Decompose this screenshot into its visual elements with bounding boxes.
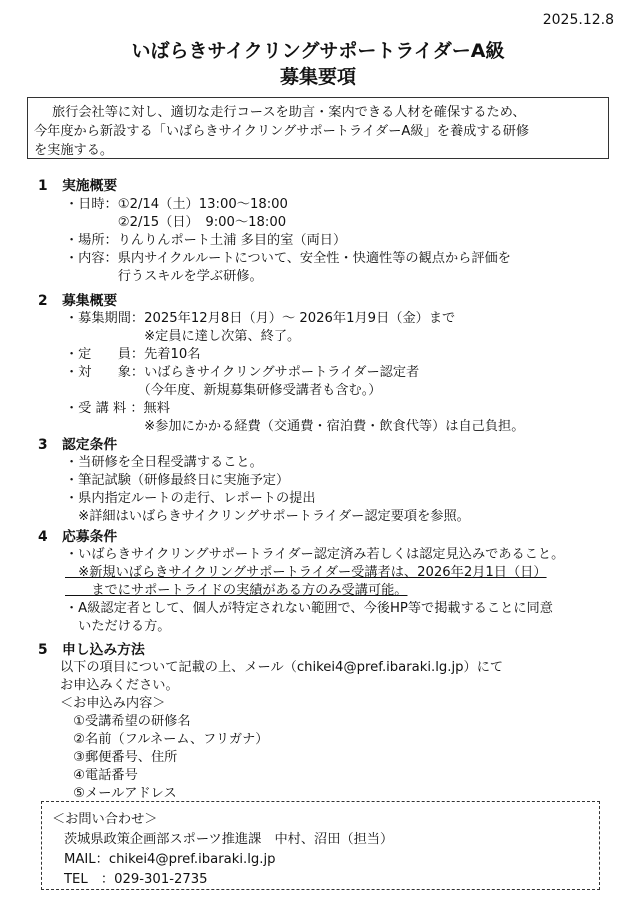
section-line: ・県内指定ルートの走行、レポートの提出 [65, 491, 316, 506]
section-number: 2 [38, 293, 48, 309]
section-line: ・対 象：いばらきサイクリングサポートライダー認定者 [65, 365, 420, 380]
section-line: ・当研修を全日程受講すること。 [65, 455, 263, 470]
intro-line: 今年度から新設する「いばらきサイクリングサポートライダーA級」を養成する研修 [34, 124, 530, 139]
section-line-underlined: ※新規いばらきサイクリングサポートライダー受講者は、2026年2月1日（日） [65, 565, 547, 580]
section-line: ・募集期間：2025年12月8日（月）～ 2026年1月9日（金）まで [65, 311, 456, 326]
contact-heading: ＜お問い合わせ＞ [52, 812, 158, 827]
section-title: 応募条件 [62, 529, 118, 545]
section-number: 4 [38, 529, 48, 545]
section-line: 以下の項目について記載の上、メール（chikei4@pref.ibaraki.lg.jp）にて [60, 660, 504, 675]
section-line: （今年度、新規募集研修受講者も含む。） [65, 383, 382, 398]
section-line: 行うスキルを学ぶ研修。 [65, 269, 263, 284]
intro-line: を実施する。 [34, 143, 114, 158]
section-line: ・A級認定者として、個人が特定されない範囲で、今後HP等で掲載することに同意 [65, 601, 553, 616]
contact-phone: TEL ：029-301-2735 [64, 872, 208, 887]
section-heading [38, 525, 117, 545]
contact-department: 茨城県政策企画部スポーツ推進課 中村、沼田（担当） [64, 832, 394, 847]
section-heading [38, 638, 145, 658]
section-line: ※詳細はいばらきサイクリングサポートライダー認定要項を参照。 [65, 509, 470, 524]
section-title: 認定条件 [62, 437, 118, 453]
section-line: ①受講希望の研修名 [60, 714, 191, 729]
section-line: ・場所：りんりんポート土浦 多目的室（両日） [65, 233, 347, 248]
intro-line: 旅行会社等に対し、適切な走行コースを助言・案内できる人材を確保するため、 [52, 105, 526, 120]
section-line: ・定 員：先着10名 [65, 347, 201, 362]
section-heading [38, 433, 117, 453]
section-line: ・日時：①2/14（土）13:00～18:00 [65, 197, 288, 212]
section-title: 申し込み方法 [62, 642, 145, 658]
document-subtitle: 募集要項 [279, 66, 356, 88]
section-heading [38, 289, 117, 309]
section-title: 実施概要 [62, 178, 118, 194]
section-line: ※参加にかかる経費（交通費・宿泊費・飲食代等）は自己負担。 [65, 419, 525, 434]
contact-email[interactable]: MAIL：chikei4@pref.ibaraki.lg.jp [64, 852, 276, 867]
section-number: 3 [38, 437, 48, 453]
section-line-underlined: までにサポートライドの実績がある方のみ受講可能。 [65, 583, 408, 598]
section-title: 募集概要 [62, 293, 118, 309]
document-date: 2025.12.8 [542, 12, 614, 28]
section-line: ・受 講 料 ：無料 [65, 401, 170, 416]
section-heading [38, 174, 117, 194]
section-number: 5 [38, 642, 48, 658]
section-line: ②名前（フルネーム、フリガナ） [60, 732, 269, 747]
section-line: ・内容：県内サイクルルートについて、安全性・快適性等の観点から評価を [65, 251, 511, 266]
section-line: ・筆記試験（研修最終日に実施予定） [65, 473, 290, 488]
section-line: ＜お申込み内容＞ [60, 696, 166, 711]
section-line: ※定員に達し次第、終了。 [65, 329, 301, 344]
section-line: いただける方。 [65, 619, 171, 634]
section-line: ③郵便番号、住所 [60, 750, 178, 765]
section-line: ②2/15（日） 9:00～18:00 [65, 215, 287, 230]
section-line: ・いばらきサイクリングサポートライダー認定済み若しくは認定見込みであること。 [65, 547, 565, 562]
section-line: お申込みください。 [60, 678, 179, 693]
section-number: 1 [38, 178, 48, 194]
section-line: ⑤メールアドレス [60, 786, 177, 801]
section-line: ④電話番号 [60, 768, 138, 783]
document-title: いばらきサイクリングサポートライダーA級 [131, 40, 505, 62]
